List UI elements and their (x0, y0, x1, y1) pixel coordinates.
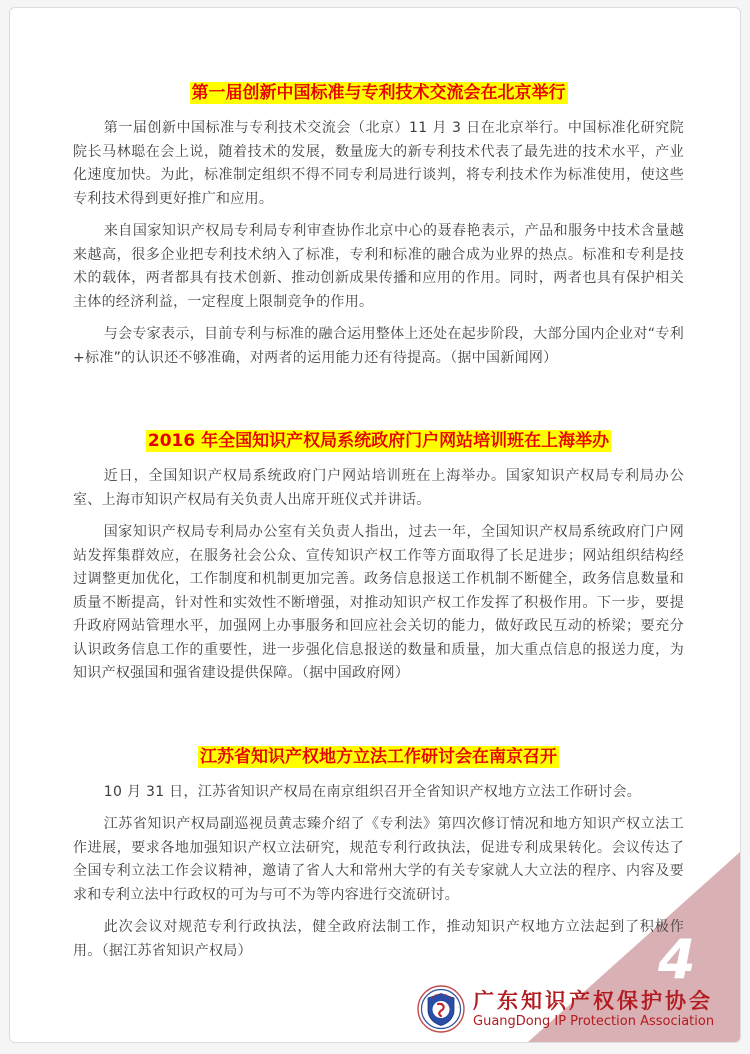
article-paragraph: 江苏省知识产权局副巡视员黄志臻介绍了《专利法》第四次修订情况和地方知识产权立法工作进展，要求各地加强知识产权立法研究，规范专利行政执法，促进专利成果转化。会议传达了全国专利立法工作会议精神，邀请了省人大和常州大学的有关专家就人大立法的程序、内容及要求和专利立法中行政权的可为与可不为等内容进行交流研讨。 (73, 816, 684, 903)
article-title-highlight: 2016 年全国知识产权局系统政府门户网站培训班在上海举办 (147, 431, 610, 451)
article-paragraph: 近日，全国知识产权局系统政府门户网站培训班在上海举办。国家知识产权局专利局办公室、上海市知识产权局有关负责人出席开班仪式并讲话。 (73, 468, 684, 508)
article-paragraph: 来自国家知识产权局专利局专利审查协作北京中心的聂春艳表示，产品和服务中技术含量越来越高，很多企业把专利技术纳入了标准，专利和标准的融合成为业界的热点。标准和专利是技术的载体，两者都具有技术创新、推动创新成果传播和应用的作用。同时，两者也具有保护相关主体的经济利益，一定程度上限制竞争的作用。 (73, 223, 684, 310)
association-brand (417, 985, 714, 1033)
page-number: 4 (658, 928, 696, 991)
article-paragraph: 国家知识产权局专利局办公室有关负责人指出，过去一年，全国知识产权局系统政府门户网站发挥集群效应，在服务社会公众、宣传知识产权工作等方面取得了长足进步；网站组织结构经过调整更加优化，工作制度和机制更加完善。政务信息报送工作机制不断健全，政务信息数量和质量不断提高，针对性和实效性不断增强，对推动知识产权工作发挥了积极作用。下一步，要提升政府网站管理水平，加强网上办事服务和回应社会关切的能力，做好政民互动的桥梁；要充分认识政务信息工作的重要性，进一步强化信息报送的数量和质量，加大重点信息的报送力度，为知识产权强国和强省建设提供保障。（据中国政府网） (73, 524, 684, 681)
association-names (473, 989, 714, 1030)
newsletter-page (9, 7, 741, 1043)
page-content (10, 8, 740, 963)
article-title (73, 430, 684, 452)
article-section-1 (73, 82, 684, 370)
article-title (73, 746, 684, 768)
article-title-highlight: 第一届创新中国标准与专利技术交流会在北京举行 (191, 83, 566, 103)
article-paragraph: 第一届创新中国标准与专利技术交流会（北京）11 月 3 日在北京举行。中国标准化研究院院长马林聪在会上说，随着技术的发展，数量庞大的新专利技术代表了最先进的技术水平，产业化速度加快。为此，标准制定组织不得不同专利局进行谈判，将专利技术作为标准使用，使这些专利技术得到更好推广和应用。 (73, 120, 684, 207)
association-emblem-icon (417, 985, 465, 1033)
association-name-zh: 广东知识产权保护协会 (473, 988, 713, 1013)
article-paragraph: 10 月 31 日，江苏省知识产权局在南京组织召开全省知识产权地方立法工作研讨会。 (103, 783, 642, 800)
article-paragraph: 与会专家表示，目前专利与标准的融合运用整体上还处在起步阶段，大部分国内企业对“专利+标准”的认识还不够准确，对两者的运用能力还有待提高。（据中国新闻网） (73, 326, 684, 366)
article-section-3 (73, 746, 684, 964)
article-section-2 (73, 430, 684, 686)
article-title (73, 82, 684, 104)
association-name-en: GuangDong IP Protection Association (473, 1013, 715, 1029)
article-title-highlight: 江苏省知识产权地方立法工作研讨会在南京召开 (200, 746, 557, 767)
article-paragraph: 此次会议对规范专利行政执法，健全政府法制工作，推动知识产权地方立法起到了积极作用。（据江苏省知识产权局） (73, 919, 684, 959)
